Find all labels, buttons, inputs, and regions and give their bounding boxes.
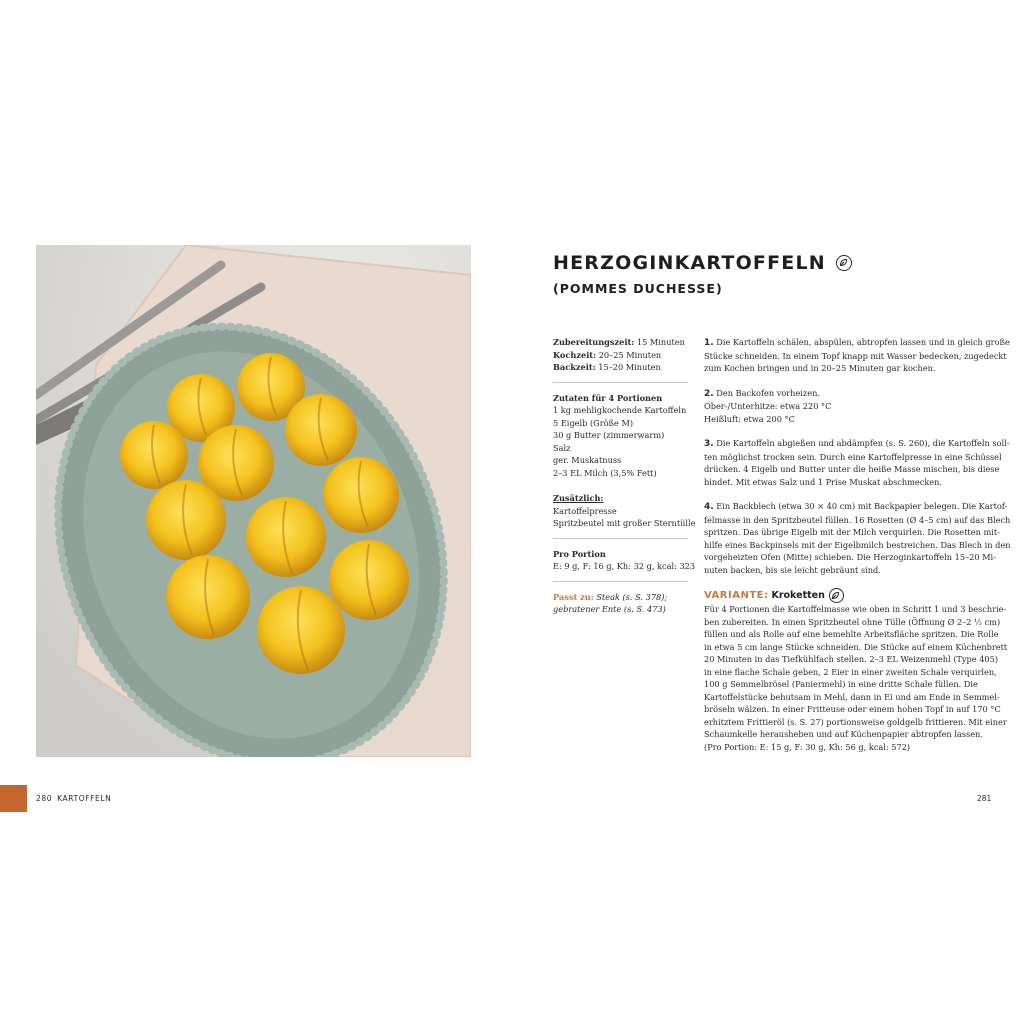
page-number-left: 280 xyxy=(36,794,53,803)
recipe-photo xyxy=(36,245,471,757)
bake-time: Backzeit: 15–20 Minuten xyxy=(553,362,661,372)
section-color-tab xyxy=(0,785,27,812)
divider xyxy=(553,581,688,582)
leaf-icon xyxy=(829,588,844,603)
leaf-icon xyxy=(836,255,852,271)
step-1: 1. Die Kartoffeln schälen, abspülen, abtropfen lassen und in gleich große Stücke schneiden. In einem Topf knapp mit Wasser bedecken, zugedeckt zum Kochen bringen und in 20–25 Minuten gar kochen. xyxy=(704,337,1010,373)
portion-value: E: 9 g, F: 16 g, Kh: 32 g, kcal: 323 xyxy=(553,561,696,571)
prep-time: Zubereitungszeit: 15 Minuten xyxy=(553,337,685,347)
cook-time: Kochzeit: 20–25 Minuten xyxy=(553,349,662,360)
portion-heading: Pro Portion xyxy=(553,548,606,559)
pairing-line-1: Passt zu: Steak (s. S. 378); xyxy=(553,591,668,602)
ingredient-item: 30 g Butter (zimmerwarm) xyxy=(553,430,665,440)
recipe-title xyxy=(553,252,852,274)
ingredient-item: 2–3 EL Milch (3,5% Fett) xyxy=(553,467,657,478)
variant-block: VARIANTE: Kroketten Für 4 Portionen die Kartoffelmasse wie oben in Schritt 1 und 3 beschrie- ben zubereiten. In einen Spritzbeutel ohne Tülle (Öffnung Ø 2–2 ½ cm) füllen und als Rolle auf eine bemehlte Arbeitsfläche spritzen. Die Rolle in etwa 5 cm lange Stücke schneiden. Die Stücke auf einem Küchenbrett 20 Minuten in das Tiefkühlfach stellen. 2–3 EL Weizenmehl (Type 405) in eine flache Schale geben, 2 Eier in einer zweiten Schale verquirlen, 100 g Semmelbrösel (Paniermehl) in eine dritte Schale füllen. Die Kartoffelstücke behutsam in Mehl, dann in Ei und am Ende in Semmel- bröseln wälzen. In einer Fritteuse oder einem hohen Topf in auf 170 °C erhitztem Frittieröl (s. S. 27) portionsweise goldgelb frittieren. Mit einer Schaumkelle herausheben und auf Küchenpapier abtropfen lassen. (Pro Portion: E: 15 g, F: 30 g, Kh: 56 g, kcal: 572) xyxy=(704,589,1008,752)
divider xyxy=(553,382,688,383)
step-4: 4. Ein Backblech (etwa 30 × 40 cm) mit Backpapier belegen. Die Kartof- felmasse in den Spritzbeutel füllen. 16 Rosetten (Ø 4–5 cm) auf das Blech spritzen. Das übrige Eigelb mit der Milch verquirlen. Die Rosetten mit- hilfe eines Backpinsels mit der Eigelbmilch bestreichen. Das Blech in den vorgeheizten Ofen (Mitte) schieben. Die Herzoginkartoffeln 15–20 Mi- nuten backen, bis sie leicht gebräunt sind. xyxy=(704,501,1011,575)
section-name: KARTOFFELN xyxy=(57,794,112,803)
ingredients-heading: Zutaten für 4 Portionen xyxy=(553,392,663,403)
recipe-info-column xyxy=(553,336,696,624)
photo-illustration xyxy=(36,245,471,757)
ingredients-block xyxy=(553,392,696,538)
pairing-line-2: gebratener Ente (s. S. 473) xyxy=(553,604,666,614)
recipe-steps-column xyxy=(704,336,1011,753)
ingredient-item: 1 kg mehligkochende Kartoffeln xyxy=(553,405,687,415)
extras-item: Spritzbeutel mit großer Sterntülle xyxy=(553,518,696,528)
ingredient-item: Salz xyxy=(553,442,571,453)
times-block xyxy=(553,336,688,382)
footer-left xyxy=(36,794,111,803)
ingredient-item: 5 Eigelb (Größe M) xyxy=(553,417,634,428)
step-2: 2. Den Backofen vorheizen. Ober-/Unterhitze: etwa 220 °C Heißluft: etwa 200 °C xyxy=(704,387,832,424)
divider xyxy=(553,538,688,539)
extras-item: Kartoffelpresse xyxy=(553,505,617,516)
pairing-block xyxy=(553,591,688,624)
variant-heading: VARIANTE: Kroketten xyxy=(704,588,990,603)
ingredient-item: ger. Muskatnuss xyxy=(553,455,622,465)
recipe-title-text: HERZOGINKARTOFFELN xyxy=(553,252,826,274)
page-number-right: 281 xyxy=(977,794,992,803)
extras-heading: Zusätzlich: xyxy=(553,493,604,503)
portion-block xyxy=(553,548,696,581)
step-3: 3. Die Kartoffeln abgießen und abdämpfen (s. S. 260), die Kartoffeln soll- ten möglichst trocken sein. Durch eine Kartoffelpresse in eine Schüssel drücken. 4 Eigelb und Butter unter die heiße Masse mischen, bis diese bindet. Mit etwas Salz und 1 Prise Muskat abschmecken. xyxy=(704,438,1010,487)
recipe-subtitle: (POMMES DUCHESSE) xyxy=(553,281,723,296)
